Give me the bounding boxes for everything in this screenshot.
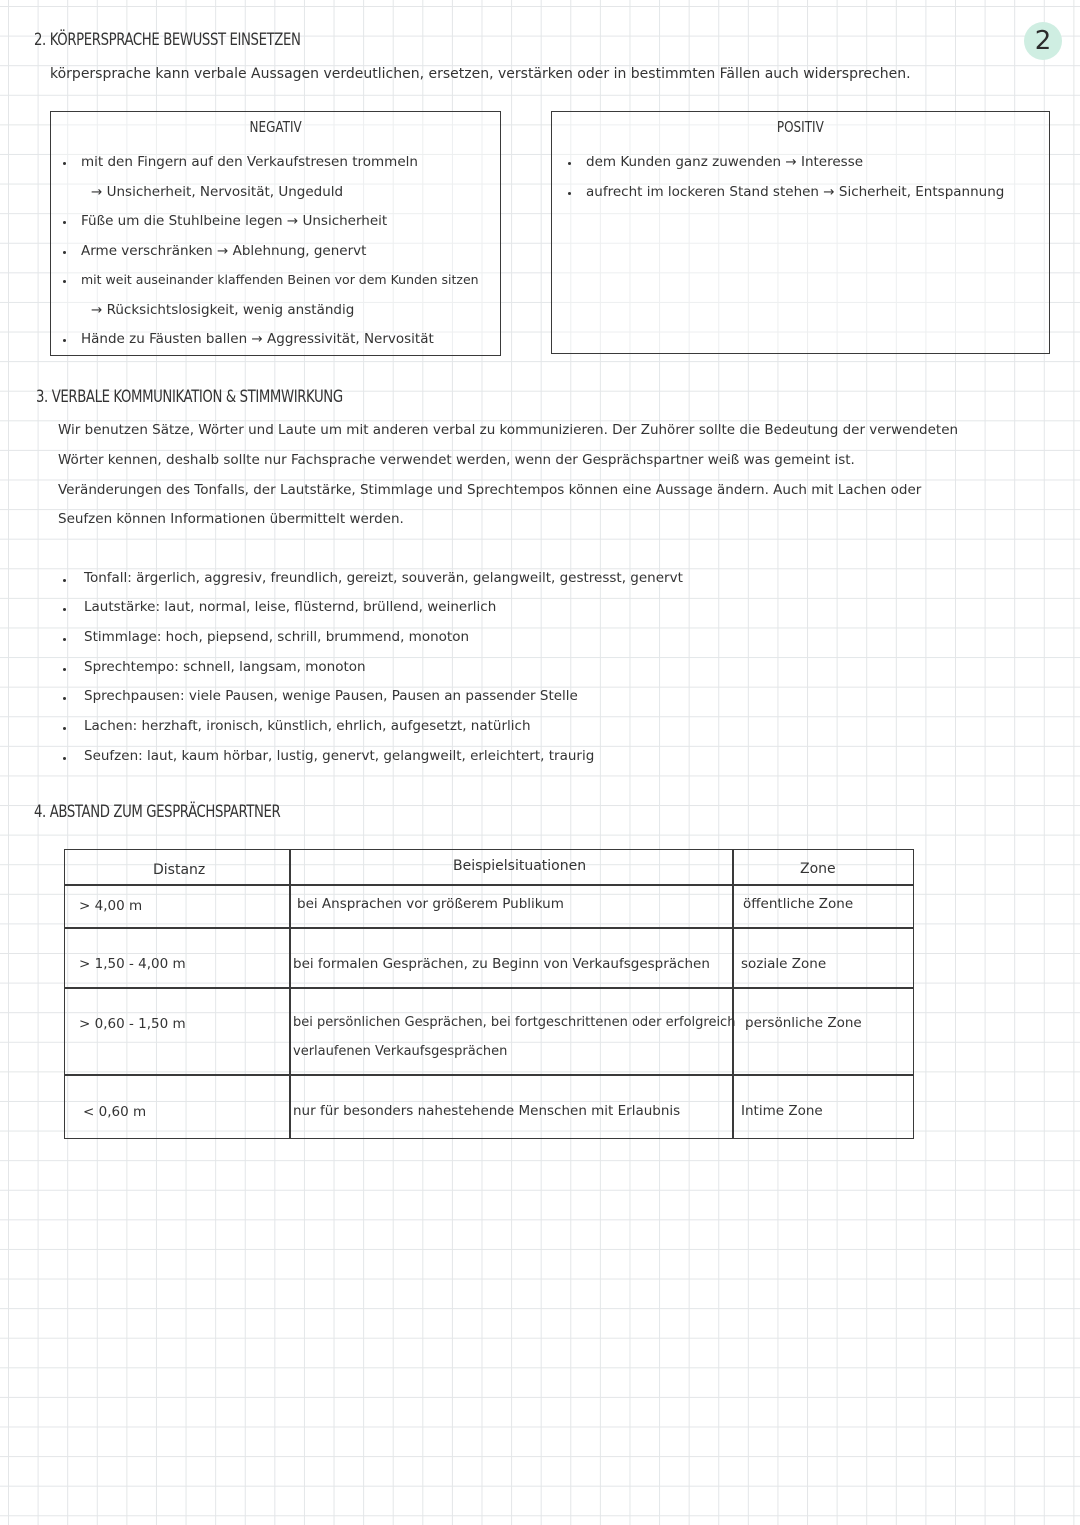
- table-row-1-zone: öffentliche Zone: [743, 896, 854, 912]
- bullet-dot: [63, 162, 66, 165]
- bullet-dot: [63, 579, 66, 582]
- table-row-1-situation: bei Ansprachen vor größerem Publikum: [297, 896, 564, 912]
- section-3-heading: 3. VERBALE KOMMUNIKATION & STIMMWIRKUNG: [36, 387, 343, 407]
- positiv-box: [551, 111, 1050, 354]
- voice-item-tonfall: Tonfall: ärgerlich, aggresiv, freundlich, gereizt, souverän, gelangweilt, gestresst, genervt: [84, 570, 683, 586]
- table-row-divider: [65, 1074, 913, 1076]
- table-row-2-distanz: > 1,50 - 4,00 m: [79, 956, 186, 972]
- bullet-dot: [63, 757, 66, 760]
- negativ-box: [50, 111, 501, 356]
- bullet-dot: [63, 221, 66, 224]
- positiv-item-1: dem Kunden ganz zuwenden → Interesse: [586, 154, 864, 170]
- negativ-item-5: mit weit auseinander klaffenden Beinen vor dem Kunden sitzen: [81, 272, 479, 287]
- table-row-4-distanz: < 0,60 m: [83, 1104, 147, 1120]
- table-row-3-zone: persönliche Zone: [745, 1015, 862, 1031]
- distance-table: [64, 849, 914, 1139]
- negativ-title: NEGATIV: [249, 118, 302, 136]
- bullet-dot: [63, 339, 66, 342]
- positiv-title: POSITIV: [777, 118, 824, 136]
- section-2-intro: körpersprache kann verbale Aussagen verdeutlichen, ersetzen, verstärken oder in bestimmten Fällen auch widersprechen.: [50, 66, 911, 82]
- bullet-dot: [63, 638, 66, 641]
- table-row-2-zone: soziale Zone: [741, 956, 827, 972]
- table-row-1-distanz: > 4,00 m: [79, 898, 143, 914]
- negativ-item-3: Füße um die Stuhlbeine legen → Unsicherheit: [81, 213, 388, 229]
- bullet-dot: [63, 251, 66, 254]
- table-row-3-situation-line-2: verlaufenen Verkaufsgesprächen: [293, 1044, 508, 1059]
- bullet-dot: [568, 162, 571, 165]
- negativ-item-1: mit den Fingern auf den Verkaufstresen trommeln: [81, 154, 418, 170]
- voice-item-seufzen: Seufzen: laut, kaum hörbar, lustig, genervt, gelangweilt, erleichtert, traurig: [84, 748, 595, 764]
- table-row-3-situation: bei persönlichen Gesprächen, bei fortgeschrittenen oder erfolgreich: [293, 1015, 736, 1030]
- voice-item-lautstaerke: Lautstärke: laut, normal, leise, flüsternd, brüllend, weinerlich: [84, 599, 497, 615]
- table-row-4-situation: nur für besonders nahestehende Menschen mit Erlaubnis: [293, 1103, 681, 1119]
- section-4-heading: 4. ABSTAND ZUM GESPRÄCHSPARTNER: [34, 802, 281, 822]
- section-3-paragraph-line-2: Wörter kennen, deshalb sollte nur Fachsprache verwendet werden, wenn der Gesprächspartner weiß was gemeint ist.: [58, 452, 855, 468]
- voice-item-stimmlage: Stimmlage: hoch, piepsend, schrill, brummend, monoton: [84, 629, 470, 645]
- table-column-divider: [732, 850, 734, 1138]
- negativ-item-7: Hände zu Fäusten ballen → Aggressivität, Nervosität: [81, 331, 434, 347]
- negativ-item-4: Arme verschränken → Ablehnung, genervt: [81, 243, 367, 259]
- bullet-dot: [63, 697, 66, 700]
- table-row-divider: [65, 987, 913, 989]
- bullet-dot: [63, 727, 66, 730]
- section-2-heading: 2. KÖRPERSPRACHE BEWUSST EINSETZEN: [34, 30, 301, 50]
- table-header-zone: Zone: [800, 861, 836, 877]
- bullet-dot: [568, 192, 571, 195]
- table-column-divider: [289, 850, 291, 1138]
- bullet-dot: [63, 280, 66, 283]
- negativ-item-2: → Unsicherheit, Nervosität, Ungeduld: [91, 184, 344, 200]
- table-row-divider: [65, 884, 913, 886]
- table-row-divider: [65, 927, 913, 929]
- table-row-4-zone: Intime Zone: [741, 1103, 823, 1119]
- table-header-distanz: Distanz: [153, 862, 206, 878]
- bullet-dot: [63, 608, 66, 611]
- positiv-item-2: aufrecht im lockeren Stand stehen → Sicherheit, Entspannung: [586, 184, 1005, 200]
- voice-item-lachen: Lachen: herzhaft, ironisch, künstlich, ehrlich, aufgesetzt, natürlich: [84, 718, 531, 734]
- bullet-dot: [63, 668, 66, 671]
- section-3-paragraph-line-1: Wir benutzen Sätze, Wörter und Laute um mit anderen verbal zu kommunizieren. Der Zuhörer sollte die Bedeutung der verwendeten: [58, 422, 959, 438]
- table-header-beispielsituationen: Beispielsituationen: [453, 858, 587, 874]
- table-row-3-distanz: > 0,60 - 1,50 m: [79, 1016, 186, 1032]
- section-3-paragraph-line-3: Veränderungen des Tonfalls, der Lautstärke, Stimmlage und Sprechtempos können eine Aussage ändern. Auch mit Lachen oder: [58, 482, 922, 498]
- table-row-2-situation: bei formalen Gesprächen, zu Beginn von Verkaufsgesprächen: [293, 956, 710, 972]
- voice-item-sprechtempo: Sprechtempo: schnell, langsam, monoton: [84, 659, 366, 675]
- negativ-item-6: → Rücksichtslosigkeit, wenig anständig: [91, 302, 355, 318]
- section-3-paragraph-line-4: Seufzen können Informationen übermittelt werden.: [58, 511, 404, 527]
- voice-item-sprechpausen: Sprechpausen: viele Pausen, wenige Pausen, Pausen an passender Stelle: [84, 688, 578, 704]
- page-number-badge: 2: [1024, 22, 1062, 60]
